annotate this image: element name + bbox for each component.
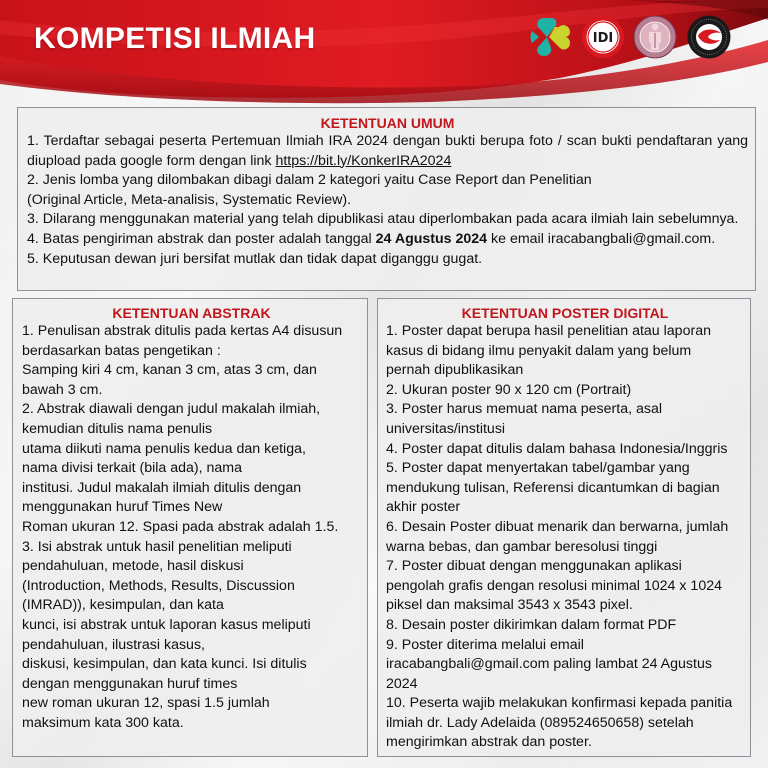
poster-rules-body [386,322,744,753]
poster-rule-line: warna bebas, dan gambar beresolusi tinggi [386,538,658,555]
poster-rule-line: 9. Poster diterima melalui email [386,636,584,653]
poster-rule-line: 6. Desain Poster dibuat menarik dan berwarna, jumlah [386,518,729,535]
general-rules-title: KETENTUAN UMUM [320,115,455,131]
page-title: KOMPETISI ILMIAH [34,22,316,55]
abstract-rule-line: utama diikuti nama penulis kedua dan ketiga, [22,440,306,457]
poster-rule-line: mendukung tulisan, Referensi dicantumkan di bagian [386,479,720,496]
idi-logo-text: IDI [592,31,614,46]
abstract-rules-panel [12,298,368,757]
poster-rule-line: 2024 [386,675,418,692]
abstract-rule-line: pendahuluan, ilustrasi kasus, [22,636,205,653]
abstract-rule-line: (IMRAD)), kesimpulan, dan kata [22,597,224,614]
poster-rule-line: iracabangbali@gmail.com paling lambat 24 Agustus [386,656,712,673]
abstract-rules-body [22,322,361,733]
abstract-rule-line: new roman ukuran 12, spasi 1.5 jumlah [22,695,270,712]
poster-rule-line: 10. Peserta wajib melakukan konfirmasi kepada panitia [386,695,733,712]
general-rule-item [27,230,748,250]
poster-rule-line: kasus di bidang ilmu penyakit dalam yang belum [386,342,692,359]
general-rule-item [27,171,748,210]
poster-rule-line: mengirimkan abstrak dan poster. [386,734,592,751]
poster-rule-line: 4. Poster dapat ditulis dalam bahasa Indonesia/Inggris [386,440,728,457]
abstract-rule-line: kunci, isi abstrak untuk laporan kasus meliputi [22,616,311,633]
general-rule-text: ke email iracabangbali@gmail.com. [487,230,716,247]
poster-rule-line: 5. Poster dapat menyertakan tabel/gambar yang [386,460,690,477]
general-rule-text: 1. Terdaftar sebagai peserta Pertemuan Ilmiah IRA 2024 dengan bukti berupa foto / scan bukti pendaftaran yang diupload pada google form dengan link [27,133,748,169]
abstract-rule-line: 3. Isi abstrak untuk hasil penelitian meliputi [22,538,292,555]
poster-rules-title: KETENTUAN POSTER DIGITAL [461,305,669,321]
poster-rule-line: 8. Desain poster dikirimkan dalam format PDF [386,616,677,633]
general-rule-item: 3. Dilarang menggunakan material yang telah dipublikasi atau diperlombakan pada acara ilmiah lain sebelumnya. [27,211,739,228]
poster-rule-line: 2. Ukuran poster 90 x 120 cm (Portrait) [386,381,632,398]
deadline-date: 24 Agustus 2024 [375,230,488,247]
general-rules-panel [17,107,756,291]
abstract-rule-line: pendahuluan, metode, hasil diskusi [22,558,244,575]
poster-rules-panel [377,298,751,757]
abstract-rule-line: menggunakan huruf Times New [22,499,223,516]
abstract-rule-line: Roman ukuran 12. Spasi pada abstrak adalah 1.5. [22,518,339,535]
poster-rule-line: ilmiah dr. Lady Adelaida (089524650658) setelah [386,714,694,731]
abstract-rule-line: Samping kiri 4 cm, kanan 3 cm, atas 3 cm, dan [22,362,317,379]
abstract-rule-line: 2. Abstrak diawali dengan judul makalah ilmiah, [22,401,321,418]
abstract-rule-line: bawah 3 cm. [22,381,103,398]
poster-rule-line: 3. Poster harus memuat nama peserta, asal [386,401,663,418]
abstract-rule-line: (Introduction, Methods, Results, Discussion [22,577,295,594]
poster-rule-line: akhir poster [386,499,461,516]
abstract-rule-line: kemudian ditulis nama penulis [22,420,213,437]
general-rule-text: 2. Jenis lomba yang dilombakan dibagi dalam 2 kategori yaitu Case Report dan Penelitian [27,172,592,189]
abstract-rules-title: KETENTUAN ABSTRAK [112,305,271,321]
abstract-rule-line: diskusi, kesimpulan, dan kata kunci. Isi ditulis [22,656,307,673]
poster-rule-line: 7. Poster dibuat dengan menggunakan aplikasi [386,558,682,575]
registration-link[interactable]: https://bit.ly/KonkerIRA2024 [275,152,452,169]
general-rule-item: 5. Keputusan dewan juri bersifat mutlak dan tidak dapat diganggu gugat. [27,250,483,267]
abstract-rule-line: 1. Penulisan abstrak ditulis pada kertas A4 disusun [22,323,343,339]
kemenkes-logo-icon [528,14,574,60]
papdi-logo-icon [632,14,678,60]
poster-rule-line: 1. Poster dapat berupa hasil penelitian atau laporan [386,323,711,339]
ira-logo-icon [686,14,732,60]
poster-rule-line: pernah dipublikasikan [386,362,524,379]
abstract-rule-line: nama divisi terkait (bila ada), nama [22,460,243,477]
general-rule-text: 4. Batas pengiriman abstrak dan poster adalah tanggal [27,230,376,247]
abstract-rule-line: dengan menggunakan huruf times [22,675,238,692]
idi-logo-icon [580,14,626,60]
poster-rule-line: universitas/institusi [386,420,506,437]
general-rule-item [27,132,748,171]
poster-rule-line: pengolah grafis dengan resolusi minimal 1024 x 1024 [386,577,722,594]
abstract-rule-line: maksimum kata 300 kata. [22,714,184,731]
abstract-rule-line: berdasarkan batas pengetikan : [22,342,221,359]
general-rule-text: (Original Article, Meta-analisis, Systematic Review). [27,191,352,208]
header-banner [0,0,768,110]
poster-rule-line: piksel dan maksimal 3543 x 3543 pixel. [386,597,633,614]
abstract-rule-line: institusi. Judul makalah ilmiah ditulis dengan [22,479,302,496]
